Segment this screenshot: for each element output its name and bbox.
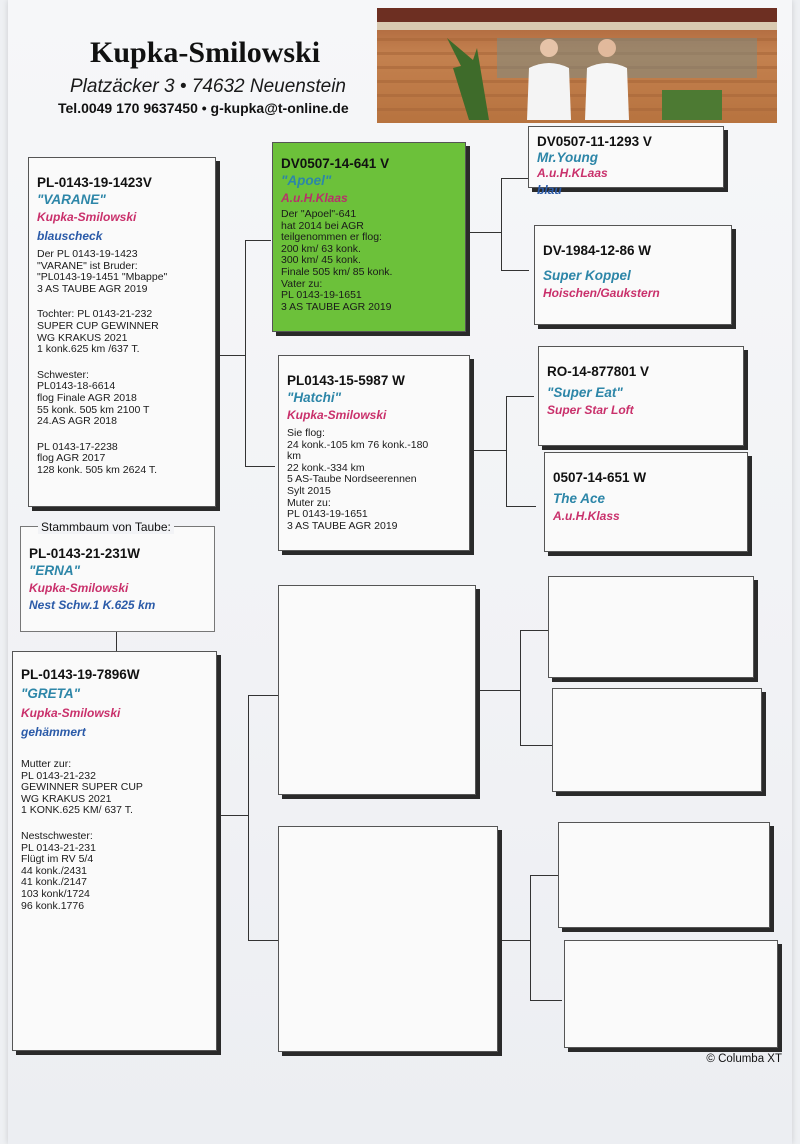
breeder-name: A.u.H.KLaas — [537, 166, 608, 180]
pigeon-name: "Super Eat" — [547, 385, 623, 400]
notes-block — [281, 209, 457, 313]
pigeon-name: "Hatchi" — [287, 390, 342, 405]
pigeon-color: blauscheck — [37, 229, 103, 243]
connector — [248, 695, 278, 696]
ring-number: DV-1984-12-86 W — [543, 243, 652, 258]
note-line: PL 0143-21-232 — [21, 769, 96, 782]
empty-pedigree-slot — [564, 940, 778, 1048]
pigeon-card-supereat — [538, 346, 744, 446]
connector — [506, 396, 507, 506]
breeder-title: Kupka-Smilowski — [90, 36, 321, 69]
connector — [506, 506, 536, 507]
pigeon-name: "VARANE" — [37, 192, 106, 207]
pigeon-card-mryoung — [528, 126, 724, 197]
note-line: Schwester: — [37, 368, 89, 381]
ring-number: RO-14-877801 V — [547, 364, 650, 379]
empty-pedigree-slot — [278, 585, 476, 795]
note-line: 3 AS TAUBE AGR 2019 — [281, 300, 392, 313]
connector — [530, 1000, 562, 1001]
note-line: flog AGR 2017 — [37, 452, 106, 465]
note-line: 200 km/ 63 konk. — [281, 242, 361, 255]
ring-number: PL-0143-21-231W — [29, 546, 141, 561]
note-line: PL 0143-21-231 — [21, 841, 96, 854]
breeder-contact: Tel.0049 170 9637450 • g-kupka@t-online.de — [58, 100, 349, 116]
note-line: GEWINNER SUPER CUP — [21, 781, 143, 794]
note-line: flog Finale AGR 2018 — [37, 391, 137, 404]
connector — [248, 940, 278, 941]
pigeon-color: Nest Schw.1 K.625 km — [29, 598, 156, 612]
pigeon-name: Mr.Young — [537, 150, 598, 165]
note-line: 96 konk.1776 — [21, 899, 85, 912]
note-line: 24.AS AGR 2018 — [37, 415, 117, 428]
connector — [245, 240, 271, 241]
ring-number: 0507-14-651 W — [553, 470, 647, 485]
note-line: SUPER CUP GEWINNER — [37, 319, 159, 332]
note-line: Finale 505 km/ 85 konk. — [281, 265, 393, 278]
note-line: WG KRAKUS 2021 — [21, 792, 112, 805]
note-line: 300 km/ 45 konk. — [281, 254, 361, 267]
breeder-name: A.u.H.Klaas — [281, 191, 348, 205]
notes-block — [287, 428, 461, 532]
connector — [520, 630, 521, 745]
connector — [245, 466, 275, 467]
connector — [506, 396, 534, 397]
note-line: 24 konk.-105 km 76 konk.-180 — [287, 438, 429, 451]
ring-number: PL-0143-19-1423V — [37, 175, 152, 190]
connector — [466, 232, 502, 233]
note-line: 1 konk.625 km /637 T. — [37, 343, 140, 356]
note-line: Mutter zur: — [21, 758, 72, 770]
note-line: Sie flog: — [287, 427, 325, 439]
breeder-name: Kupka-Smilowski — [29, 581, 129, 595]
pigeon-card-apoel — [272, 142, 466, 332]
connector — [216, 355, 246, 356]
note-line: Flügt im RV 5/4 — [21, 853, 94, 866]
note-line: "PL0143-19-1451 "Mbappe" — [37, 271, 168, 284]
breeder-name: Super Star Loft — [547, 403, 634, 417]
note-line: Nestschwester: — [21, 829, 93, 842]
connector — [530, 875, 558, 876]
note-line: 3 AS TAUBE AGR 2019 — [37, 282, 148, 295]
note-line: 44 konk./2431 — [21, 864, 87, 877]
note-line: 1 KONK.625 KM/ 637 T. — [21, 804, 133, 817]
notes-block — [21, 759, 208, 912]
pigeon-color: gehämmert — [21, 725, 86, 739]
pigeon-card-greta — [12, 651, 217, 1051]
pigeon-card-theace — [544, 452, 748, 552]
connector — [248, 695, 249, 940]
pedigree-sheet — [8, 0, 792, 1144]
ring-number: DV0507-14-641 V — [281, 156, 390, 171]
note-line: Vater zu: — [281, 277, 323, 290]
ring-number: PL0143-15-5987 W — [287, 373, 405, 388]
empty-pedigree-slot — [548, 576, 754, 678]
pigeon-color: blau — [537, 183, 562, 197]
pigeon-card-erna — [20, 526, 215, 632]
note-line: 55 konk. 505 km 2100 T — [37, 403, 150, 416]
note-line: Tochter: PL 0143-21-232 — [37, 308, 153, 321]
connector — [498, 940, 530, 941]
breeder-address: Platzäcker 3 • 74632 Neuenstein — [70, 76, 346, 97]
connector — [245, 240, 246, 466]
breeder-name: Kupka-Smilowski — [287, 408, 387, 422]
pigeon-card-varane — [28, 157, 216, 507]
pigeon-card-hatchi — [278, 355, 470, 551]
note-line: 22 konk.-334 km — [287, 461, 365, 474]
note-line: 5 AS-Taube Nordseerennen — [287, 473, 417, 486]
breeder-name: A.u.H.Klass — [553, 509, 620, 523]
connector — [501, 178, 529, 179]
connector — [501, 178, 502, 270]
connector — [530, 875, 531, 1000]
note-line: WG KRAKUS 2021 — [37, 331, 128, 344]
stammbaum-caption: Stammbaum von Taube: — [38, 520, 174, 534]
note-line: teilgenommen er flog: — [281, 231, 382, 244]
header-photo — [377, 8, 777, 123]
empty-pedigree-slot — [558, 822, 770, 928]
note-line: 41 konk./2147 — [21, 876, 87, 889]
pigeon-name: "Apoel" — [281, 173, 332, 188]
connector — [476, 690, 520, 691]
note-line: PL 0143-19-1651 — [287, 508, 368, 521]
breeder-name: Hoischen/Gaukstern — [543, 286, 660, 300]
note-line: Sylt 2015 — [287, 484, 331, 497]
connector — [520, 630, 548, 631]
ring-number: DV0507-11-1293 V — [537, 134, 652, 149]
header-photo-illustration — [377, 8, 777, 123]
note-line: PL0143-18-6614 — [37, 380, 116, 393]
connector — [501, 270, 529, 271]
note-line: "VARANE" ist Bruder: — [37, 259, 138, 272]
notes-block — [37, 249, 207, 477]
connector — [218, 815, 248, 816]
pigeon-name: "ERNA" — [29, 563, 81, 578]
breeder-name: Kupka-Smilowski — [37, 210, 137, 224]
copyright-text: © Columba XT — [706, 1053, 782, 1065]
connector — [520, 745, 552, 746]
note-line: 3 AS TAUBE AGR 2019 — [287, 519, 398, 532]
note-line: Der PL 0143-19-1423 — [37, 248, 138, 260]
note-line: PL 0143-19-1651 — [281, 289, 362, 302]
note-line: km — [287, 450, 301, 463]
connector — [470, 450, 507, 451]
breeder-name: Kupka-Smilowski — [21, 706, 121, 720]
ring-number: PL-0143-19-7896W — [21, 667, 140, 682]
empty-pedigree-slot — [278, 826, 498, 1052]
empty-pedigree-slot — [552, 688, 762, 792]
note-line: Der "Apoel"-641 — [281, 208, 357, 220]
note-line: 128 konk. 505 km 2624 T. — [37, 463, 158, 476]
pigeon-name: "GRETA" — [21, 686, 81, 701]
pigeon-name: The Ace — [553, 491, 606, 506]
pigeon-name: Super Koppel — [543, 268, 631, 283]
note-line: Muter zu: — [287, 496, 331, 509]
note-line: hat 2014 bei AGR — [281, 219, 364, 232]
pigeon-card-superkoppel — [534, 225, 732, 325]
note-line: 103 konk/1724 — [21, 887, 90, 900]
note-line: PL 0143-17-2238 — [37, 440, 118, 453]
